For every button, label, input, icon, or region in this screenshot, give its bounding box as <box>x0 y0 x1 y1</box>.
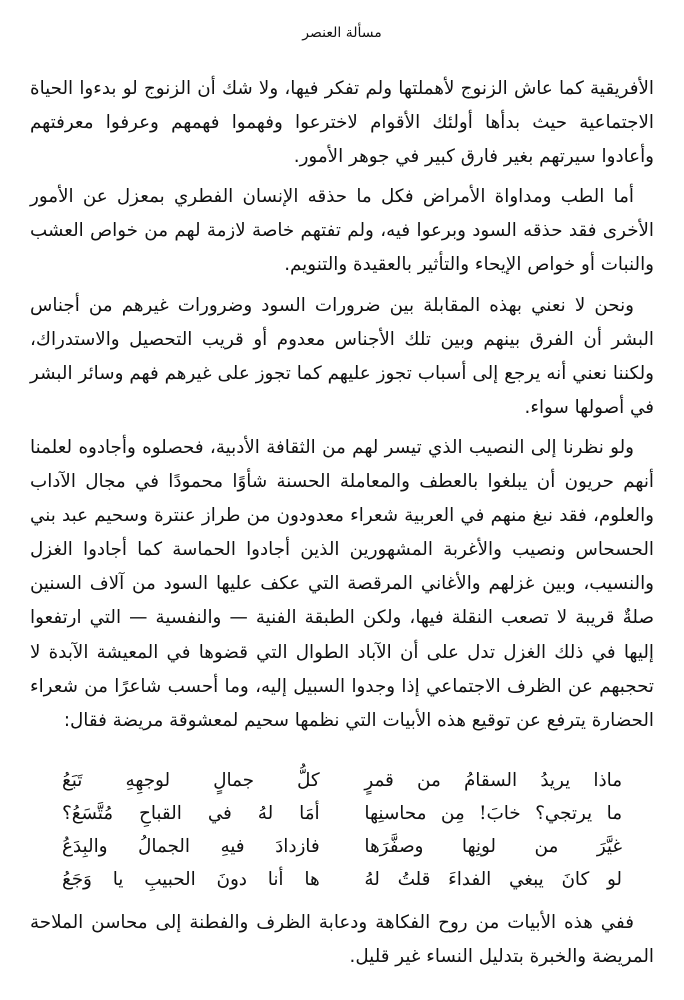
verse-first-half: غيَّرَ من لونِها وصفَّرَها <box>364 835 622 857</box>
paragraph-closing: ففي هذه الأبيات من روح الفكاهة ودعابة الظرف والفطنة إلى محاسن الملاحة المريضة والخبرة بتدليل النساء غير قليل. <box>30 911 654 967</box>
poem-verse <box>62 797 622 830</box>
running-head: مسألة العنصر <box>302 25 382 41</box>
poem-verse <box>62 863 622 896</box>
paragraph-1: الأفريقية كما عاش الزنوج لأهملتها ولم تفكر فيها، ولا شك أن الزنوج لو بدءوا الحياة الاجتماعية حيث بدأها أولئك الأقوام لاخترعوا وفهموا فهمهم وعرفوا معرفتهم وأعادوا سيرتهم بغير فارق كبير في جوهر الأمور. <box>30 78 654 168</box>
verse-first-half: ما يرتجي؟ خابَ! مِن محاسنِها <box>364 802 622 824</box>
verse-second-half: فازدادَ فيهِ الجمالُ والبِدَعُ <box>62 835 320 857</box>
poem-verse <box>62 830 622 863</box>
body-text <box>30 72 654 974</box>
verse-second-half: كلُّ جمالٍ لوجهِهِ تَبَعُ <box>62 769 320 791</box>
verse-first-half: ماذا يريدُ السقامُ من قمرٍ <box>364 769 622 791</box>
paragraph-4: ولو نظرنا إلى النصيب الذي تيسر لهم من الثقافة الأدبية، فحصلوه وأجادوه لعلمنا أنهم حريون أن يبلغوا بالعطف والمعاملة الحسنة شأوًا محمودًا في مجال الآداب والعلوم، فقد نبغ منهم في العربية شعراء معدودون من طراز عنترة وسحيم عبد بني الحسحاس ونصيب والأغربة المشهورين الذين أجادوا الحماسة كما أجادوا الغزل والنسيب، وبين غزلهم والأغاني المرقصة التي عكف عليها السود من آلاف السنين صلةٌ قريبة لا تصعب النقلة فيها، ولكن الطبقة الفنية — والنفسية — التي ارتفعوا إليها في ذلك الغزل تدل على أن الآباد الطوال التي قضوها في المعيشة الآبدة لا تحجبهم عن الظرف الاجتماعي إذا وجدوا السبيل إليه، وما أحسب شاعرًا من شعراء الحضارة يترفع عن توقيع هذه الأبيات التي نظمها سحيم لمعشوقة مريضة فقال: <box>30 436 654 731</box>
verse-second-half: أمَا لهُ في القباحِ مُتَّسَعُ؟ <box>62 802 320 824</box>
poem <box>62 764 622 896</box>
poem-verse <box>62 764 622 797</box>
verse-second-half: ها أنا دونَ الحبيبِ يا وَجَعُ <box>62 868 320 890</box>
paragraph-3: ونحن لا نعني بهذه المقابلة بين ضرورات السود وضرورات غيرهم من أجناس البشر أن الفرق بينهم وبين تلك الأجناس معدوم أو قريب التحصيل والاستدراك، ولكننا نعني أنه يرجع إلى أسباب تجوز عليهم كما تجوز على غيرهم فهم وسائر البشر في أصولها سواء. <box>30 294 654 418</box>
paragraph-2: أما الطب ومداواة الأمراض فكل ما حذقه الإنسان الفطري بمعزل عن الأمور الأخرى فقد حذقه السود وبرعوا فيه، ولم تفتهم خاصة لازمة لهم من خواص العشب والنبات أو خواص الإيحاء والتأثير بالعقيدة والتنويم. <box>30 186 654 276</box>
verse-first-half: لو كانَ يبغي الفداءَ قلتُ لهُ <box>364 868 622 890</box>
